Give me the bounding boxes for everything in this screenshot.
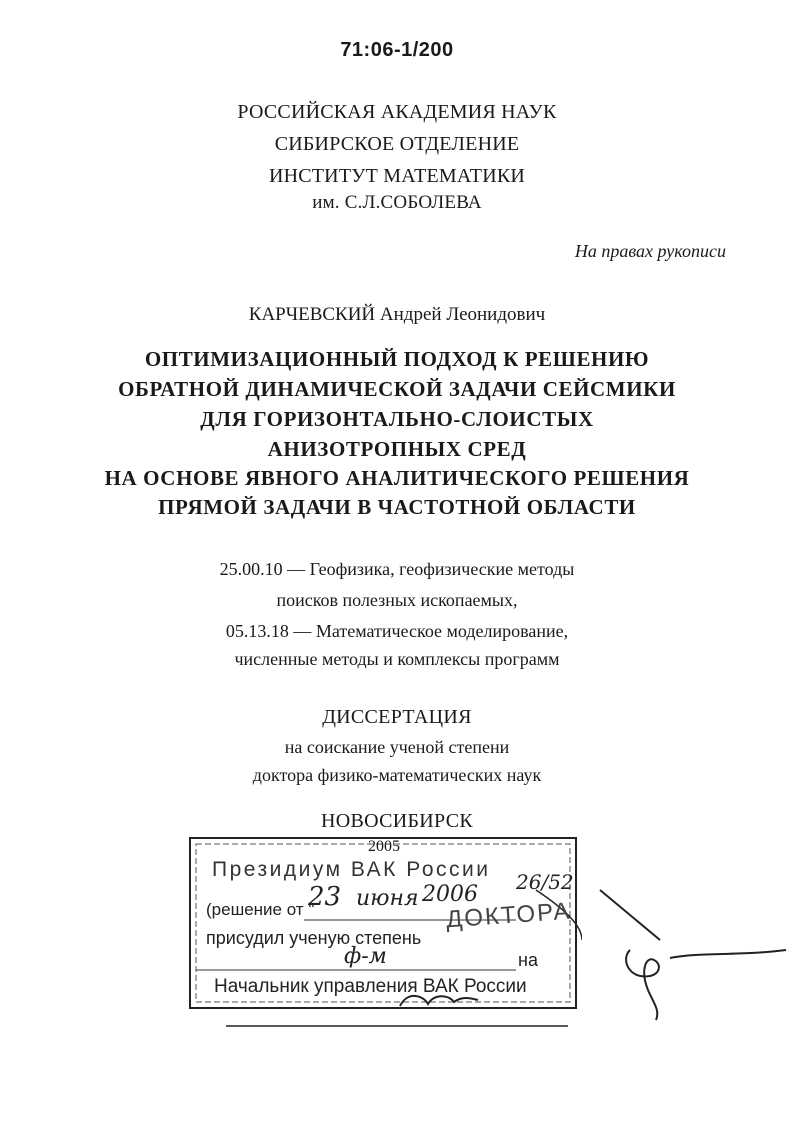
stamp-month-handwritten: июня bbox=[356, 886, 419, 911]
org-institute: ИНСТИТУТ МАТЕМАТИКИ bbox=[268, 165, 526, 187]
title-line: АНИЗОТРОПНЫХ СРЕД bbox=[267, 437, 527, 461]
city: НОВОСИБИРСК bbox=[321, 810, 473, 832]
archive-code: 71:06-1/200 bbox=[340, 39, 454, 61]
stamp-degree: ДОКТОРА bbox=[445, 897, 573, 934]
dissertation-degree-line: на соискание ученой степени bbox=[284, 737, 510, 757]
org-named-after: им. С.Л.СОБОЛЕВА bbox=[312, 192, 482, 213]
stamp-science-handwritten: ф-м bbox=[344, 944, 387, 969]
stamp-day-handwritten: 23 bbox=[308, 882, 342, 912]
title-line: ОБРАТНОЙ ДИНАМИЧЕСКОЙ ЗАДАЧИ СЕЙСМИКИ bbox=[118, 377, 676, 401]
stamp-decision-prefix: (решение от " bbox=[206, 900, 315, 919]
stamp-year-handwritten: 2006 bbox=[422, 882, 478, 907]
manuscript-note: На правах рукописи bbox=[574, 241, 726, 261]
title-line: ПРЯМОЙ ЗАДАЧИ В ЧАСТОТНОЙ ОБЛАСТИ bbox=[158, 495, 636, 519]
stamp-number-handwritten: 26/52 bbox=[516, 870, 574, 894]
title-line: ДЛЯ ГОРИЗОНТАЛЬНО-СЛОИСТЫХ bbox=[200, 407, 594, 431]
stamp-awarded-text: присудил ученую степень bbox=[206, 928, 422, 948]
specialty-line: 05.13.18 — Математическое моделирование, bbox=[225, 621, 569, 641]
dissertation-field-line: доктора физико-математических наук bbox=[252, 765, 542, 785]
dissertation-heading: ДИССЕРТАЦИЯ bbox=[322, 706, 472, 728]
title-line: НА ОСНОВЕ ЯВНОГО АНАЛИТИЧЕСКОГО РЕШЕНИЯ bbox=[104, 466, 690, 490]
specialty-line: поисков полезных ископаемых, bbox=[276, 590, 518, 610]
org-academy: РОССИЙСКАЯ АКАДЕМИЯ НАУК bbox=[237, 101, 557, 123]
stamp-header: Президиум ВАК России bbox=[212, 858, 491, 881]
title-line: ОПТИМИЗАЦИОННЫЙ ПОДХОД К РЕШЕНИЮ bbox=[144, 347, 650, 371]
year: 2005 bbox=[368, 838, 400, 855]
vak-stamp bbox=[186, 830, 582, 1040]
stamp-chief: Начальник управления ВАК России bbox=[214, 976, 527, 997]
org-branch: СИБИРСКОЕ ОТДЕЛЕНИЕ bbox=[274, 133, 520, 155]
specialty-line: численные методы и комплексы программ bbox=[234, 649, 560, 669]
author-name: КАРЧЕВСКИЙ Андрей Леонидович bbox=[248, 304, 546, 325]
stamp-science-suffix: на bbox=[518, 950, 538, 970]
specialty-line: 25.00.10 — Геофизика, геофизические методы bbox=[219, 559, 575, 579]
signature-scribble bbox=[590, 880, 790, 1030]
